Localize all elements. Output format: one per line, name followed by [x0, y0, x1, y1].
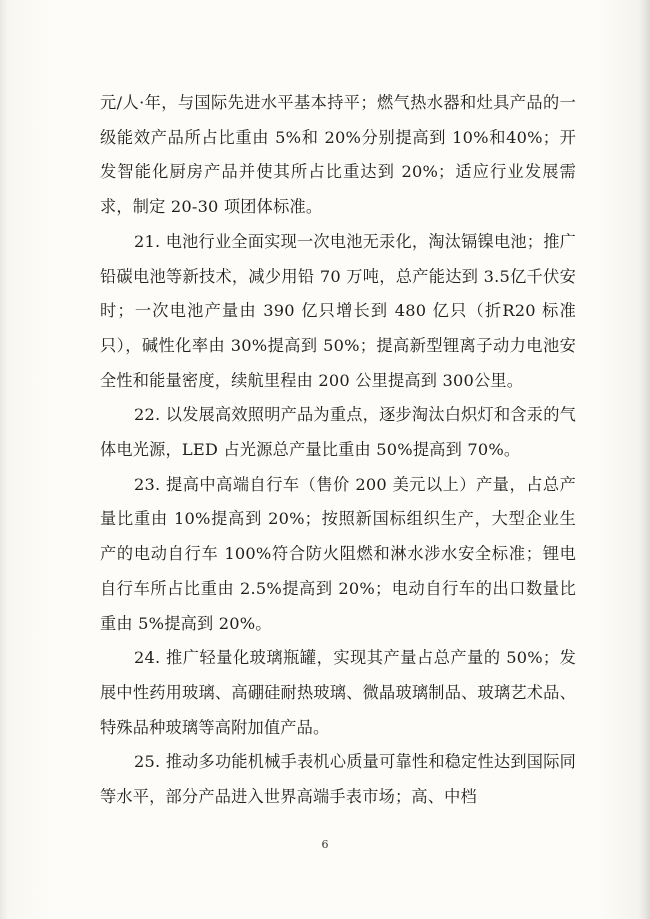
paragraph-item-22: 22. 以发展高效照明产品为重点，逐步淘汰白炽灯和含汞的气体电光源，LED 占光源总产量比重由 50%提高到 70%。: [100, 405, 576, 460]
scan-shadow-left: [0, 0, 8, 919]
paragraph-item-23: 23. 提高中高端自行车（售价 200 美元以上）产量，占总产量比重由 10%提高到 20%；按照新国标组织生产，大型企业生产的电动自行车 100%符合防火阻燃和淋水涉水安全标准；锂电自行车所占比重由 2.5%提高到 20%；电动自行车的出口数量比重由 5%提高到 20%。: [100, 474, 576, 633]
body-text: [100, 86, 576, 815]
paragraph-continued: 元/人·年，与国际先进水平基本持平；燃气热水器和灶具产品的一级能效产品所占比重由 5%和 20%分别提高到 10%和40%；开发智能化厨房产品并使其所占比重达到 20%；适应行业发展需求，制定 20-30 项团体标准。: [100, 93, 576, 217]
paragraph-item-24: 24. 推广轻量化玻璃瓶罐，实现其产量占总产量的 50%；发展中性药用玻璃、高硼硅耐热玻璃、微晶玻璃制品、玻璃艺术品、特殊品种玻璃等高附加值产品。: [100, 648, 576, 737]
page-number: 6: [321, 838, 329, 851]
paragraph-item-21: 21. 电池行业全面实现一次电池无汞化，淘汰镉镍电池；推广铅碳电池等新技术，减少用铅 70 万吨，总产能达到 3.5亿千伏安时；一次电池产量由 390 亿只增长到 480 亿只（折R20 标准只），碱性化率由 30%提高到 50%；提高新型锂离子动力电池安全性和能量密度，续航里程由 200 公里提高到 300公里。: [100, 231, 576, 390]
paragraph-item-25: 25. 推动多功能机械手表机心质量可靠性和稳定性达到国际同等水平，部分产品进入世界高端手表市场；高、中档: [100, 752, 576, 807]
scan-shadow-right: [638, 0, 650, 919]
